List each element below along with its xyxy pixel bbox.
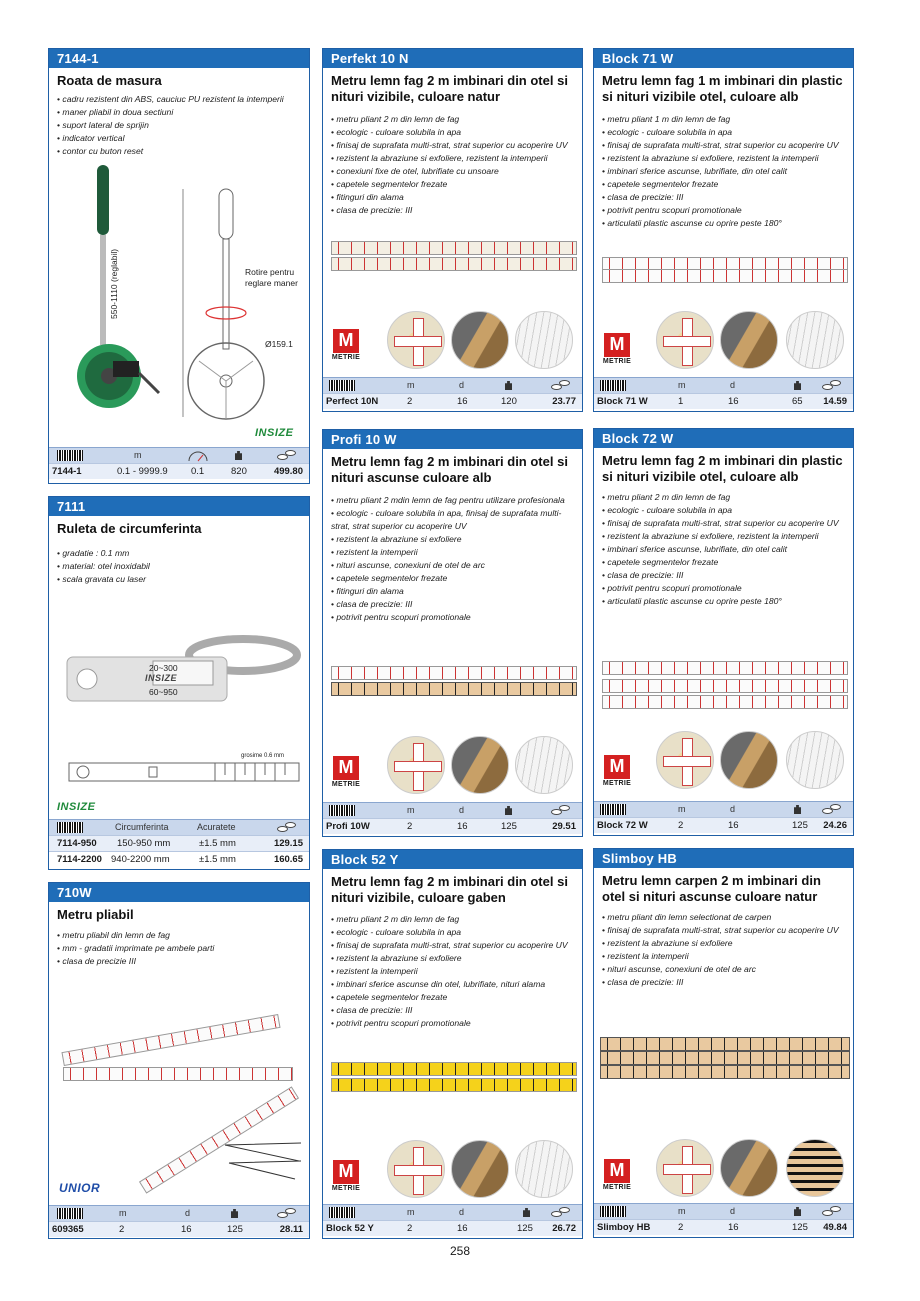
joint-detail-thumb — [656, 311, 714, 369]
spec-header — [594, 1203, 853, 1219]
row-m: 2 — [407, 1223, 413, 1234]
col-m: m — [134, 450, 142, 460]
row-weight: 125 — [517, 1223, 533, 1234]
tape-range-label-2: 60~950 — [149, 687, 178, 697]
product-title: Metru lemn fag 2 m imbinari din otel si nituri vizibile, culoare natur — [331, 73, 568, 104]
price-icon — [277, 1208, 299, 1219]
product-title: Metru lemn fag 2 m imbinari din otel si nituri vizibile, culoare gaben — [331, 874, 568, 905]
feature-list — [602, 113, 847, 230]
weight-icon — [231, 1209, 238, 1218]
feature-item: • finisaj de suprafata multi-strat, strat superior cu acoperire UV — [331, 139, 576, 152]
feature-item: • ecologic - culoare solubila in apa, finisaj de suprafata multi-strat, strat superior cu acoperire UV — [331, 507, 576, 533]
height-dimension-label: 550-1110 (reglabil) — [109, 248, 119, 319]
col-m: m — [407, 1207, 415, 1217]
feature-item: • metru pliabil din lemn de fag — [57, 929, 303, 942]
col-m: m — [678, 1206, 686, 1216]
row-weight: 125 — [792, 820, 808, 831]
feature-item: • ecologic - culoare solubila in apa — [602, 504, 847, 517]
feature-item: • fitinguri din alama — [331, 585, 576, 598]
row-price: 499.80 — [273, 466, 303, 477]
feature-item: • ecologic - culoare solubila in apa — [602, 126, 847, 139]
row-m: 2 — [407, 821, 413, 832]
product-code-header: Block 52 Y — [323, 850, 582, 869]
edge-detail-thumb — [451, 311, 509, 369]
feature-item: • rezistent la intemperii — [602, 950, 847, 963]
feature-item: • clasa de precizie: III — [602, 569, 847, 582]
spec-row — [594, 1219, 853, 1235]
spec-row — [323, 393, 582, 409]
feature-list — [57, 929, 303, 968]
rotation-note-label: Rotire pentru reglare maner — [245, 267, 298, 288]
feature-item: • capetele segmentelor frezate — [602, 556, 847, 569]
feature-item: • clasa de precizie: III — [331, 1004, 576, 1017]
joint-detail-thumb — [387, 1140, 445, 1198]
row-price: 160.65 — [273, 854, 303, 865]
feature-list — [331, 494, 576, 624]
folding-rule-image — [331, 257, 577, 271]
feature-item: • indicator vertical — [57, 132, 303, 145]
feature-item: • articulatii plastic ascunse cu oprire peste 180° — [602, 217, 847, 230]
folding-rule-image — [63, 1067, 293, 1081]
metrie-logo: M METRIE — [331, 756, 361, 790]
barcode-icon — [329, 1207, 355, 1218]
feature-list — [57, 93, 303, 158]
row-weight: 125 — [792, 1222, 808, 1233]
barcode-icon — [57, 450, 83, 461]
weight-icon — [794, 805, 801, 814]
row-code: Block 52 Y — [326, 1223, 374, 1234]
row-code: Perfect 10N — [326, 396, 379, 407]
feature-item: • suport lateral de sprijin — [57, 119, 303, 132]
weight-icon — [794, 381, 801, 390]
spec-row — [49, 1221, 309, 1237]
folding-rule-image — [331, 1062, 577, 1076]
feature-item: • clasa de precizie: III — [331, 204, 576, 217]
feature-item: • rezistent la abraziune si exfoliere, rezistent la intemperii — [602, 530, 847, 543]
row-accuracy: ±1.5 mm — [199, 854, 236, 865]
product-title: Ruleta de circumferinta — [57, 521, 202, 536]
feature-item: • nituri ascunse, conexiuni de otel de arc — [602, 963, 847, 976]
folding-rule-image — [61, 1014, 280, 1066]
col-circumference: Circumferinta — [115, 822, 169, 832]
row-m: 2 — [678, 1222, 684, 1233]
metrie-logo: M METRIE — [602, 333, 632, 367]
row-price: 24.26 — [823, 820, 847, 831]
spec-header — [49, 1205, 309, 1221]
feature-item: • potrivit pentru scopuri promotionale — [331, 611, 576, 624]
feature-item: • maner pliabil in doua sectiuni — [57, 106, 303, 119]
card-perfekt-10n — [322, 48, 583, 412]
row-d: 16 — [728, 820, 739, 831]
product-title: Metru lemn carpen 2 m imbinari din otel si nituri ascunse culoare natur — [602, 873, 821, 904]
product-code-header: 7144-1 — [49, 49, 309, 68]
edge-detail-thumb — [720, 731, 778, 789]
resolution-gauge-icon — [187, 450, 209, 462]
insize-logo: INSIZE — [57, 801, 96, 813]
col-d: d — [730, 804, 736, 814]
weight-icon — [505, 806, 512, 815]
feature-item: • scala gravata cu laser — [57, 573, 303, 586]
folding-rule-image — [600, 1037, 850, 1051]
row-price: 26.72 — [552, 1223, 576, 1234]
scale-detail-thumb — [515, 311, 573, 369]
feature-list — [57, 547, 303, 586]
feature-item: • metru pliant 2 mdin lemn de fag pentru utilizare profesionala — [331, 494, 576, 507]
col-m: m — [678, 380, 686, 390]
row-circumference: 150-950 mm — [117, 838, 171, 849]
insize-logo: INSIZE — [255, 427, 294, 439]
row-accuracy: ±1.5 mm — [199, 838, 236, 849]
feature-item: • mm - gradatii imprimate pe ambele parti — [57, 942, 303, 955]
row-weight: 120 — [501, 396, 517, 407]
col-d: d — [730, 1206, 736, 1216]
folding-rule-image — [602, 661, 848, 675]
weight-icon — [794, 1207, 801, 1216]
folding-rule-image — [331, 682, 577, 696]
edge-detail-thumb — [451, 736, 509, 794]
card-block-71w — [593, 48, 854, 412]
scale-detail-thumb — [786, 311, 844, 369]
row-d: 16 — [457, 821, 468, 832]
row-code: 7144-1 — [52, 466, 82, 477]
product-code-header: Block 72 W — [594, 429, 853, 448]
folding-rule-image — [602, 269, 848, 283]
card-slimboy-hb — [593, 848, 854, 1238]
spec-row — [49, 463, 309, 479]
product-title: Metru lemn fag 1 m imbinari din plastic si nituri vizibile otel, culoare alb — [602, 73, 843, 104]
feature-item: • cadru rezistent din ABS, cauciuc PU rezistent la intemperii — [57, 93, 303, 106]
col-d: d — [730, 380, 736, 390]
feature-item: • metru pliant 2 m din lemn de fag — [602, 491, 847, 504]
folding-rule-image — [600, 1051, 850, 1065]
row-m: 2 — [119, 1224, 125, 1235]
col-accuracy: Acuratete — [197, 822, 236, 832]
feature-item: • rezistent la intemperii — [331, 965, 576, 978]
feature-list — [602, 491, 847, 608]
price-icon — [551, 805, 573, 816]
barcode-icon — [329, 380, 355, 391]
metrie-logo: M METRIE — [602, 755, 632, 789]
feature-item: • material: otel inoxidabil — [57, 560, 303, 573]
joint-detail-thumb — [656, 731, 714, 789]
scale-detail-thumb — [786, 731, 844, 789]
col-d: d — [459, 380, 465, 390]
spec-header — [323, 377, 582, 393]
scale-detail-thumb — [515, 736, 573, 794]
feature-item: • ecologic - culoare solubila in apa — [331, 926, 576, 939]
edge-detail-thumb — [451, 1140, 509, 1198]
price-icon — [551, 1207, 573, 1218]
folding-rule-image — [331, 241, 577, 255]
folding-diagram — [221, 1139, 305, 1187]
feature-item: • metru pliant 1 m din lemn de fag — [602, 113, 847, 126]
price-icon — [822, 804, 844, 815]
product-code-header: 710W — [49, 883, 309, 902]
feature-item: • clasa de precizie: III — [602, 976, 847, 989]
feature-item: • metru pliant din lemn selectionat de carpen — [602, 911, 847, 924]
feature-item: • nituri ascunse, conexiuni de otel de arc — [331, 559, 576, 572]
metrie-logo: M METRIE — [331, 329, 361, 363]
row-price: 29.51 — [552, 821, 576, 832]
row-weight: 125 — [501, 821, 517, 832]
edge-detail-thumb — [720, 1139, 778, 1197]
feature-item: • clasa de precizie: III — [331, 598, 576, 611]
feature-item: • potrivit pentru scopuri promotionale — [602, 204, 847, 217]
barcode-icon — [600, 380, 626, 391]
card-block-52y — [322, 849, 583, 1239]
feature-item: • ecologic - culoare solubila in apa — [331, 126, 576, 139]
product-title: Roata de masura — [57, 73, 162, 88]
feature-item: • rezistent la abraziune si exfoliere — [331, 952, 576, 965]
row-code: Slimboy HB — [597, 1222, 651, 1233]
col-m: m — [678, 804, 686, 814]
metrie-logo: M METRIE — [331, 1160, 361, 1194]
tape-range-label-1: 20~300 — [149, 663, 178, 673]
card-block-72w — [593, 428, 854, 836]
row-code: 7114-950 — [57, 838, 97, 849]
spec-row — [49, 851, 309, 867]
weight-icon — [235, 451, 242, 460]
feature-item: • finisaj de suprafata multi-strat, strat superior cu acoperire UV — [331, 939, 576, 952]
metrie-logo: M METRIE — [602, 1159, 632, 1193]
spec-header — [594, 377, 853, 393]
card-profi-10w — [322, 429, 583, 837]
row-code: 7114-2200 — [57, 854, 102, 865]
folding-rule-image — [602, 679, 848, 693]
product-code-header: Block 71 W — [594, 49, 853, 68]
row-resolution: 0.1 — [191, 466, 205, 477]
feature-item: • capetele segmentelor frezate — [331, 572, 576, 585]
spec-row — [594, 393, 853, 409]
row-d: 16 — [728, 396, 739, 407]
feature-item: • potrivit pentru scopuri promotionale — [331, 1017, 576, 1030]
product-title: Metru pliabil — [57, 907, 134, 922]
col-d: d — [459, 1207, 465, 1217]
feature-item: • potrivit pentru scopuri promotionale — [602, 582, 847, 595]
unior-logo: UNIOR — [59, 1181, 101, 1195]
row-weight: 125 — [227, 1224, 243, 1235]
folding-rule-image — [331, 1078, 577, 1092]
insize-tape-marking: INSIZE — [145, 673, 178, 683]
row-m: 2 — [407, 396, 413, 407]
feature-item: • metru pliant 2 m din lemn de fag — [331, 113, 576, 126]
joint-detail-thumb — [387, 311, 445, 369]
product-code-header: Profi 10 W — [323, 430, 582, 449]
feature-item: • metru pliant 2 m din lemn de fag — [331, 913, 576, 926]
thickness-label: grosime 0.6 mm — [241, 753, 285, 759]
row-m: 1 — [678, 396, 684, 407]
row-code: Block 72 W — [597, 820, 648, 831]
diameter-label: Ø159.1 — [265, 339, 293, 349]
feature-item: • imbinari sferice ascunse din otel, lubrifiate, nituri alama — [331, 978, 576, 991]
spec-row — [323, 818, 582, 834]
product-title: Metru lemn fag 2 m imbinari din plastic si nituri vizibile otel, culoare alb — [602, 453, 843, 484]
feature-item: • capetele segmentelor frezate — [331, 178, 576, 191]
row-price: 14.59 — [823, 396, 847, 407]
joint-detail-thumb — [656, 1139, 714, 1197]
spec-header — [323, 1204, 582, 1220]
page-number: 258 — [449, 1244, 471, 1258]
row-price: 129.15 — [273, 838, 303, 849]
feature-item: • gradatie : 0.1 mm — [57, 547, 303, 560]
feature-item: • capetele segmentelor frezate — [331, 991, 576, 1004]
spec-row — [323, 1220, 582, 1236]
col-d: d — [459, 805, 465, 815]
row-code: Block 71 W — [597, 396, 648, 407]
row-weight: 820 — [231, 466, 247, 477]
spec-header — [49, 447, 309, 463]
spec-header — [594, 801, 853, 817]
dimension-diagram — [169, 185, 309, 425]
folding-rule-image — [602, 695, 848, 709]
row-price: 49.84 — [823, 1222, 847, 1233]
row-code: Profi 10W — [326, 821, 370, 832]
row-m: 2 — [678, 820, 684, 831]
barcode-icon — [600, 1206, 626, 1217]
circumference-tape-image — [63, 627, 303, 717]
barcode-icon — [600, 804, 626, 815]
folding-rule-image — [600, 1065, 850, 1079]
feature-list — [331, 913, 576, 1030]
feature-item: • articulatii plastic ascunse cu oprire peste 180° — [602, 595, 847, 608]
product-title: Metru lemn fag 2 m imbinari din otel si nituri ascunse culoare alb — [331, 454, 568, 485]
feature-item: • clasa de precizie: III — [602, 191, 847, 204]
spec-row — [49, 835, 309, 851]
feature-item: • finisaj de suprafata multi-strat, strat superior cu acoperire UV — [602, 139, 847, 152]
row-price: 23.77 — [552, 396, 576, 407]
price-icon — [277, 822, 299, 833]
weight-icon — [505, 381, 512, 390]
price-icon — [822, 380, 844, 391]
feature-item: • imbinari sferice ascunse, lubrifiate, din otel calit — [602, 165, 847, 178]
feature-item: • rezistent la intemperii — [331, 546, 576, 559]
product-code-header: Slimboy HB — [594, 849, 853, 868]
feature-list — [331, 113, 576, 217]
feature-item: • rezistent la abraziune si exfoliere, rezistent la intemperii — [331, 152, 576, 165]
row-d: 16 — [457, 1223, 468, 1234]
feature-item: • imbinari sferice ascunse, lubrifiate, din otel calit — [602, 543, 847, 556]
scale-detail-thumb — [515, 1140, 573, 1198]
col-m: m — [407, 805, 415, 815]
feature-item: • capetele segmentelor frezate — [602, 178, 847, 191]
price-icon — [277, 450, 299, 461]
weight-icon — [523, 1208, 530, 1217]
feature-item: • contor cu buton reset — [57, 145, 303, 158]
col-m: m — [119, 1208, 127, 1218]
edge-detail-thumb — [720, 311, 778, 369]
feature-list — [602, 911, 847, 989]
col-d: d — [185, 1208, 191, 1218]
row-code: 609365 — [52, 1224, 84, 1235]
row-price: 28.11 — [279, 1224, 303, 1235]
row-d: 16 — [728, 1222, 739, 1233]
product-code-header: 7111 — [49, 497, 309, 516]
card-roata-de-masura — [48, 48, 310, 484]
feature-item: • rezistent la abraziune si exfoliere — [602, 937, 847, 950]
feature-item: • finisaj de suprafata multi-strat, strat superior cu acoperire UV — [602, 517, 847, 530]
tape-drawing — [65, 759, 305, 785]
price-icon — [822, 1206, 844, 1217]
barcode-icon — [329, 805, 355, 816]
feature-item: • finisaj de suprafata multi-strat, strat superior cu acoperire UV — [602, 924, 847, 937]
row-d: 16 — [457, 396, 468, 407]
col-m: m — [407, 380, 415, 390]
spec-header — [323, 802, 582, 818]
price-icon — [551, 380, 573, 391]
feature-item: • fitinguri din alama — [331, 191, 576, 204]
row-weight: 65 — [792, 396, 803, 407]
feature-item: • rezistent la abraziune si exfoliere, rezistent la intemperii — [602, 152, 847, 165]
row-d: 16 — [181, 1224, 192, 1235]
feature-item: • clasa de precizie III — [57, 955, 303, 968]
row-range: 0.1 - 9999.9 — [117, 466, 168, 477]
card-ruleta-circumferinta — [48, 496, 310, 870]
folding-rule-image — [331, 666, 577, 680]
row-circumference: 940-2200 mm — [111, 854, 170, 865]
product-code-header: Perfekt 10 N — [323, 49, 582, 68]
scale-detail-thumb — [786, 1139, 844, 1197]
barcode-icon — [57, 1208, 83, 1219]
joint-detail-thumb — [387, 736, 445, 794]
spec-header — [49, 819, 309, 835]
feature-item: • conexiuni fixe de otel, lubrifiate cu unsoare — [331, 165, 576, 178]
feature-item: • rezistent la abraziune si exfoliere — [331, 533, 576, 546]
spec-row — [594, 817, 853, 833]
card-metru-pliabil — [48, 882, 310, 1239]
barcode-icon — [57, 822, 83, 833]
